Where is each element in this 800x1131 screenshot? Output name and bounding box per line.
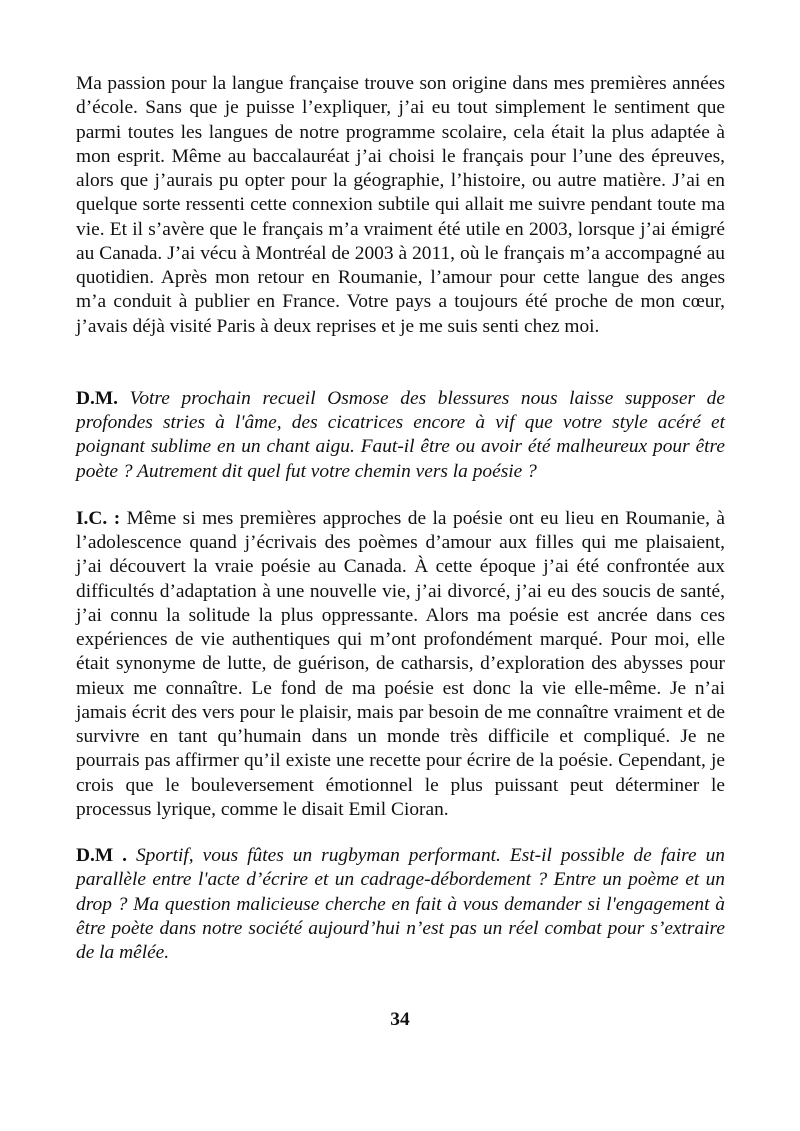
page-number: 34 [390, 1009, 410, 1030]
answer-1-text: Même si mes premières approches de la poésie ont eu lieu en Roumanie, à l’adolescence quand j’écrivais des poèmes d’amour aux filles qui me plaisaient, j’ai découvert la vraie poésie au Canada. À cette époque j’ai été confrontée aux difficultés d’adaptation à une nouvelle vie, j’ai divorcé, j’ai eu des soucis de santé, j’ai connu la solitude la plus oppressante. Alors ma poésie est ancrée dans ces expériences de vie authentiques qui m’ont profondément marqué. Pour moi, elle était synonyme de lutte, de guérison, de catharsis, d’exploration des abysses pour mieux me connaître. Le fond de ma poésie est donc la vie elle-même. Je n’ai jamais écrit des vers pour le plaisir, mais par besoin de me connaître vraiment et de survivre en tant qu’humain dans un monde très difficile et compliqué. Je ne pourrais pas affirmer qu’il existe une recette pour écrire de la poésie. Cependant, je crois que le bouleversement émotionnel le plus puissant peut déterminer le processus lyrique, comme le disait Emil Cioran. [76, 507, 725, 820]
answer-1-speaker: I.C. : [76, 507, 127, 529]
answer-1 [76, 507, 725, 822]
question-2-speaker: D.M . [76, 845, 136, 866]
question-1-text: Votre prochain recueil Osmose des blessures nous laisse supposer de profondes stries à l'âme, des cicatrices encore à vif que votre style acéré et poignant sublime en un chant aigu. Faut-il être ou avoir été malheureux pour être poète ? Autrement dit quel fut votre chemin vers la poésie ? [76, 387, 725, 482]
question-1-speaker: D.M. [76, 387, 130, 409]
question-2-text: Sportif, vous fûtes un rugbyman performant. Est-il possible de faire un parallèle entre l'acte d’écrire et un cadrage-débordement ? Entre un poème et un drop ? Ma question malicieuse cherche en fait à vous demander si l'engagement à être poète dans notre société aujourd’hui n’est pas un réel combat pour s’extraire de la mêlée. [76, 845, 725, 963]
question-1 [76, 387, 725, 484]
question-2 [76, 844, 725, 965]
paragraph-intro: Ma passion pour la langue française trouve son origine dans mes premières années d’école. Sans que je puisse l’expliquer, j’ai eu tout simplement le sentiment que parmi toutes les langues de notre programme scolaire, cela était la plus adaptée à mon esprit. Même au baccalauréat j’ai choisi le français pour l’une des épreuves, alors que j’aurais pu opter pour la géographie, l’histoire, ou autre matière. J’ai en quelque sorte ressenti cette connexion subtile qui allait me suivre pendant toute ma vie. Et il s’avère que le français m’a vraiment été utile en 2003, lorsque j’ai émigré au Canada. J’ai vécu à Montréal de 2003 à 2011, où le français m’a accompagné au quotidien. Après mon retour en Roumanie, l’amour pour cette langue des anges m’a conduit à publier en France. Votre pays a toujours été proche de mon cœur, j’avais déjà visité Paris à deux reprises et je me suis senti chez moi. [76, 73, 725, 337]
document-page [76, 72, 725, 965]
